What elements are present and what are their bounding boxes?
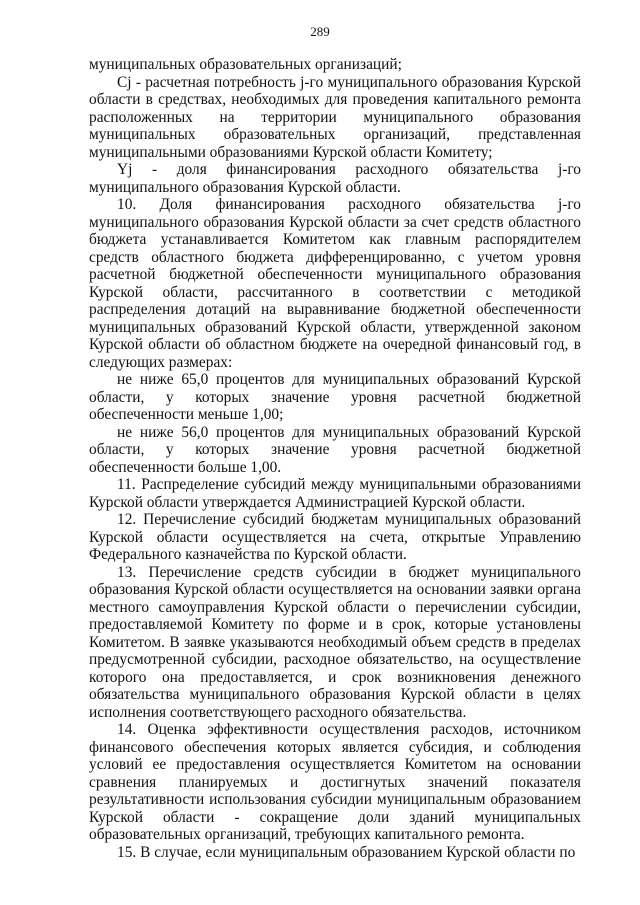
paragraph: 15. В случае, если муниципальным образованием Курской области по bbox=[117, 843, 576, 861]
paragraph: 12. Перечисление субсидий бюджетам муниципальных образований Курской области осуществляется на счета, открытые Управлению Федерального казначейства по Курской области. bbox=[89, 511, 581, 563]
paragraph: Cj - расчетная потребность j-го муниципального образования Курской области в средствах, необходимых для проведения капитального ремонта расположенных на территории муниципального образования муниципальных образовательных организаций, представленная муниципальными образованиями Курской области Комитету; bbox=[89, 73, 581, 161]
paragraph: не ниже 65,0 процентов для муниципальных образований Курской области, у которых значение уровня расчетной бюджетной обеспеченности меньше 1,00; bbox=[89, 371, 581, 423]
paragraph: 11. Распределение субсидий между муниципальными образованиями Курской области утверждается Администрацией Курской области. bbox=[89, 476, 581, 511]
page-number: 289 bbox=[310, 24, 330, 39]
document-body bbox=[89, 56, 581, 861]
paragraph: 13. Перечисление средств субсидии в бюджет муниципального образования Курской области осуществляется на основании заявки органа местного самоуправления Курской области о перечислении субсидии, предоставляемой Комитету по форме и в срок, которые установлены Комитетом. В заявке указываются необходимый объем средств в пределах предусмотренной субсидии, расходное обязательство, на осуществление которого она предоставляется, и срок возникновения денежного обязательства муниципального образования Курской области в целях исполнения соответствующего расходного обязательства. bbox=[89, 563, 581, 721]
paragraph: 14. Оценка эффективности осуществления расходов, источником финансового обеспечения которых является субсидия, и соблюдения условий ее предоставления осуществляется Комитетом на основании сравнения планируемых и достигнутых значений показателя результативности использования субсидии муниципальным образованием Курской области - сокращение доли зданий муниципальных образовательных организаций, требующих капитального ремонта. bbox=[89, 721, 581, 843]
paragraph: не ниже 56,0 процентов для муниципальных образований Курской области, у которых значение уровня расчетной бюджетной обеспеченности больше 1,00. bbox=[89, 423, 581, 476]
paragraph: муниципальных образовательных организаций; bbox=[89, 56, 402, 73]
paragraph: 10. Доля финансирования расходного обязательства j-го муниципального образования Курской области за счет средств областного бюджета устанавливается Комитетом как главным распорядителем средств областного бюджета дифференцированно, с учетом уровня расчетной бюджетной обеспеченности муниципального образования Курской области, рассчитанного в соответствии с методикой распределения дотаций на выравнивание бюджетной обеспеченности муниципальных образований Курской области, утвержденной законом Курской области об областном бюджете на очередной финансовый год, в следующих размерах: bbox=[89, 196, 581, 371]
paragraph: Yj - доля финансирования расходного обязательства j-го муниципального образования Курской области. bbox=[89, 161, 581, 196]
